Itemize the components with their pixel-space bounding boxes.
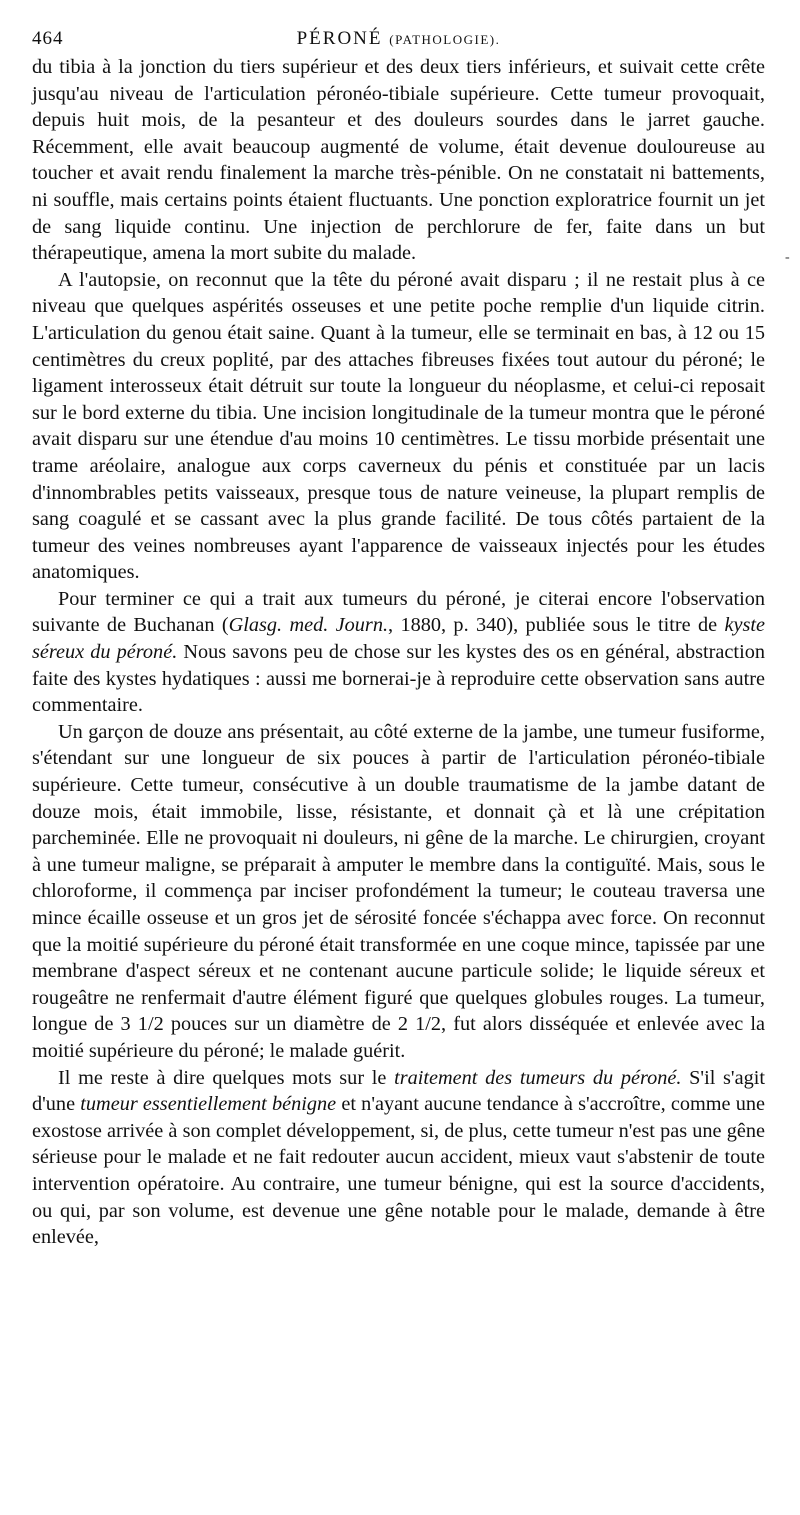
section-topic-italic: traitement des tumeurs du péroné. xyxy=(394,1066,682,1089)
paragraph-2: A l'autopsie, on reconnut que la tête du péroné avait disparu ; il ne restait plus à ce niveau que quelques aspérités osseuses et une petite poche remplie d'un liquide citrin. L'articulation du genou était saine. Quant à la tumeur, elle se terminait en bas, à 12 ou 15 centimètres du creux poplité, par des attaches fibreuses fixées tout autour du péroné; le ligament interosseux était détruit sur toute la longueur du néoplasme, et celui-ci reposait sur le bord externe du tibia. Une incision longitudinale de la tumeur montra que le péroné avait disparu sur une étendue d'au moins 10 centimètres. Le tissu morbide présentait une trame aréolaire, analogue aux corps caverneux du pénis et constituée par un lacis d'innombrables petits vaisseaux, presque tous de nature veineuse, la plupart remplis de sang coagulé et se cassant avec la plus grande facilité. De tous côtés partaient de la tumeur des veines nombreuses ayant l'apparence de vaisseaux injectés pour les études anatomiques. xyxy=(32,268,765,584)
paragraph-5-text-b: S'il s'agit d'une xyxy=(32,1066,765,1116)
running-title xyxy=(32,28,765,50)
paragraph-4: Un garçon de douze ans présentait, au côté externe de la jambe, une tumeur fusiforme, s'étendant sur une longueur de six pouces à partir de l'articulation péronéo-tibiale supérieure. Cette tumeur, consécutive à un double traumatisme de la jambe datant de douze mois, était immobile, lisse, résistante, et donnait çà et là une crépitation parcheminée. Elle ne provoquait ni douleurs, ni gêne de la marche. Le chirurgien, croyant à une tumeur maligne, se préparait à amputer le membre dans la contiguïté. Mais, sous le chloroforme, il commença par inciser profondément la tumeur; le couteau traversa une mince écaille osseuse et un gros jet de sérosité foncée s'échappa avec force. On reconnut que la moitié supérieure du péroné était transformée en une coque mince, tapissée par une membrane d'aspect séreux et ne contenant aucune particule solide; le liquide séreux et rougeâtre ne renfermait d'autre élément figuré que quelques globules rouges. La tumeur, longue de 3 1/2 pouces sur un diamètre de 2 1/2, fut alors disséquée et enlevée avec la moitié supérieure du péroné; le malade guérit. xyxy=(32,720,765,1062)
paragraph-5 xyxy=(32,1065,765,1251)
paragraph-3-text-b: , 1880, p. 340), publiée sous le titre de xyxy=(388,614,725,637)
benign-tumor-italic: tumeur essentiellement bénigne xyxy=(80,1093,337,1116)
book-page xyxy=(32,28,765,1251)
paragraph-5-text-a: Il me reste à dire quelques mots sur le xyxy=(58,1066,395,1089)
paragraph-5-text-c: et n'ayant aucune tendance à s'accroître, comme une exostose arrivée à son complet développement, si, de plus, cette tumeur n'est pas une gêne sérieuse pour le malade et ne fait redouter aucun accident, mieux vaut s'abstenir de toute intervention opératoire. Au contraire, une tumeur bénigne, qui est la source d'accidents, ou qui, par son volume, est devenue une gêne notable pour le malade, demande à être enlevée, xyxy=(32,1093,765,1249)
page-number: 464 xyxy=(32,28,64,49)
paragraph-3 xyxy=(32,586,765,719)
journal-title: Glasg. med. Journ. xyxy=(228,614,389,637)
body-text xyxy=(32,54,765,1251)
paragraph-3-text-c: Nous savons peu de chose sur les kystes des os en général, abstraction faite des kystes hydatiques : aussi me bornerai-je à reproduire cette observation sans autre commentaire. xyxy=(32,641,765,717)
paragraph-1: du tibia à la jonction du tiers supérieur et des deux tiers inférieurs, et suivait cette crête jusqu'au niveau de l'articulation péronéo-tibiale supérieure. Cette tumeur provoquait, depuis huit mois, de la pesanteur et des douleurs sourdes dans le jarret gauche. Récemment, elle avait beaucoup augmenté de volume, était devenue douloureuse au toucher et avait rendu finalement la marche très-pénible. On ne constatait ni battements, ni souffle, mais certains points étaient fluctuants. Une ponction exploratrice fournit un jet de sang liquide continu. Une injection de perchlorure de fer, faite dans un but thérapeutique, amena la mort subite du malade. xyxy=(32,56,765,265)
running-header xyxy=(32,28,765,54)
running-title-main: PÉRONÉ xyxy=(296,28,383,49)
running-title-subtitle: (PATHOLOGIE). xyxy=(389,32,501,47)
paragraph-3-text-a: Pour terminer ce qui a trait aux tumeurs du péroné, je citerai encore l'observation suivante de Buchanan ( xyxy=(32,587,765,637)
margin-speck: - xyxy=(785,250,790,265)
article-title: kyste séreux du péroné. xyxy=(32,614,765,664)
